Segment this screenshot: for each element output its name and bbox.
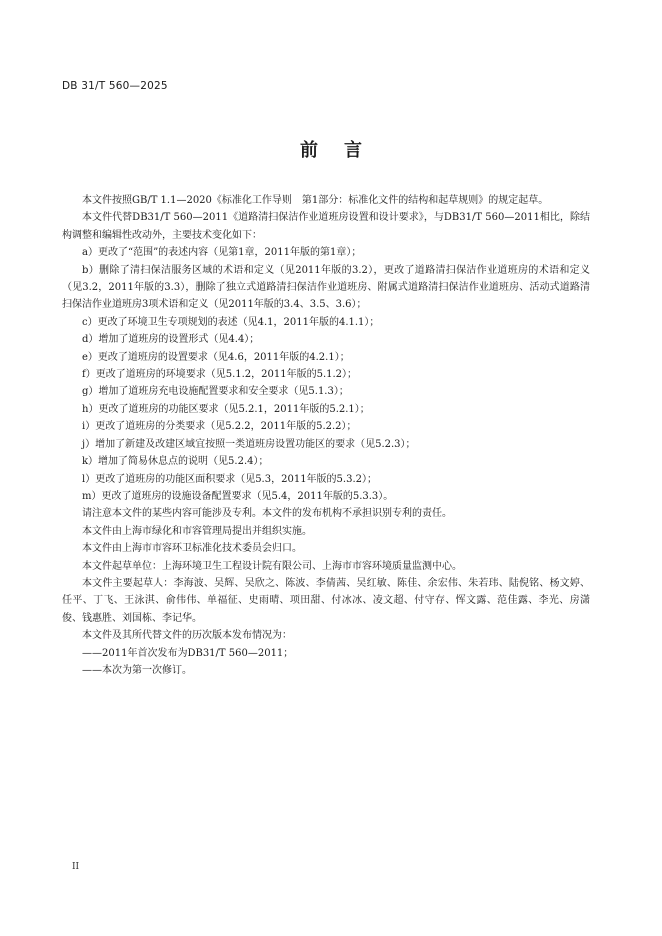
change-item-b: b）删除了清扫保洁服务区域的术语和定义（见2011年版的3.2），更改了道路清扫保洁作业道班房的术语和定义（见3.2，2011年版的3.3），删除了独立式道路清扫保洁作业道班房、附属式道路清扫保洁作业道班房、活动式道路清扫保洁作业道班房3项术语和定义（见2011年版的3.4、3.5、3.6）； [62,264,590,311]
page-title [0,136,662,162]
paragraph-history: 本文件及其所代替文件的历次版本发布情况为： [82,630,292,642]
title-char-2: 言 [344,140,362,161]
paragraph-drafting-units: 本文件起草单位：上海环境卫生工程设计院有限公司、上海市市容环境质量监测中心。 [82,560,462,572]
paragraph-scope: 本文件按照GB/T 1.1—2020《标准化工作导则 第1部分：标准化文件的结构和起草规则》的规定起草。 [82,195,549,206]
change-item-h: h）更改了道班房的功能区要求（见5.2.1，2011年版的5.2.1）； [82,403,370,415]
change-item-a: a）更改了“范围”的表述内容（见第1章，2011年版的第1章）； [82,247,362,259]
change-item-e: e）更改了道班房的设置要求（见4.6，2011年版的4.2.1）； [82,351,350,363]
paragraph-proposer: 本文件由上海市绿化和市容管理局提出并组织实施。 [82,525,312,537]
paragraph-technical-committee: 本文件由上海市市容环卫标准化技术委员会归口。 [82,543,302,555]
paragraph-replaces: 本文件代替DB31/T 560—2011《道路清扫保洁作业道班房设置和设计要求》，与DB31/T 560—2011相比，除结构调整和编辑性改动外，主要技术变化如下： [62,212,590,241]
paragraph-patent-notice: 请注意本文件的某些内容可能涉及专利。本文件的发布机构不承担识别专利的责任。 [82,508,452,520]
change-item-f: f）更改了道班房的环境要求（见5.1.2，2011年版的5.1.2）； [82,369,358,381]
change-item-k: k）增加了简易休息点的说明（见5.2.4）； [82,456,269,468]
change-item-m: m）更改了道班房的设施设备配置要求（见5.4，2011年版的5.3.3）。 [82,490,394,502]
change-item-i: i）更改了道班房的分类要求（见5.2.2，2011年版的5.2.2）； [82,421,357,433]
page-number: II [72,862,80,872]
change-item-d: d）增加了道班房的设置形式（见4.4）； [82,334,260,346]
paragraph-drafters: 本文件主要起草人：李海波、吴辉、吴欣之、陈波、李倩茜、吴红敏、陈佳、余宏伟、朱若玮、陆倪铭、杨文婷、任平、丁飞、王泳淇、俞伟伟、单福征、史雨晴、项田甜、付冰冰、凌文超、付守存、恽文露、范佳露、李光、房潇俊、钱惠胜、刘国栋、李记华。 [62,577,590,624]
change-item-c: c）更改了环境卫生专项规划的表述（见4.1，2011年版的4.1.1）； [82,316,380,328]
document-code: DB 31/T 560—2025 [62,80,168,92]
title-char-1: 前 [300,140,318,161]
change-item-j: j）增加了新建及改建区域宜按照一类道班房设置功能区的要求（见5.2.3）； [82,438,416,450]
change-item-l: l）更改了道班房的功能区面积要求（见5.3，2011年版的5.3.2）； [82,473,377,485]
foreword-body [62,192,590,679]
history-item-2011: ——2011年首次发布为DB31/T 560—2011； [82,647,294,659]
change-item-g: g）增加了道班房充电设施配置要求和安全要求（见5.1.3）； [82,386,349,398]
history-item-revision: ——本次为第一次修订。 [82,664,192,676]
